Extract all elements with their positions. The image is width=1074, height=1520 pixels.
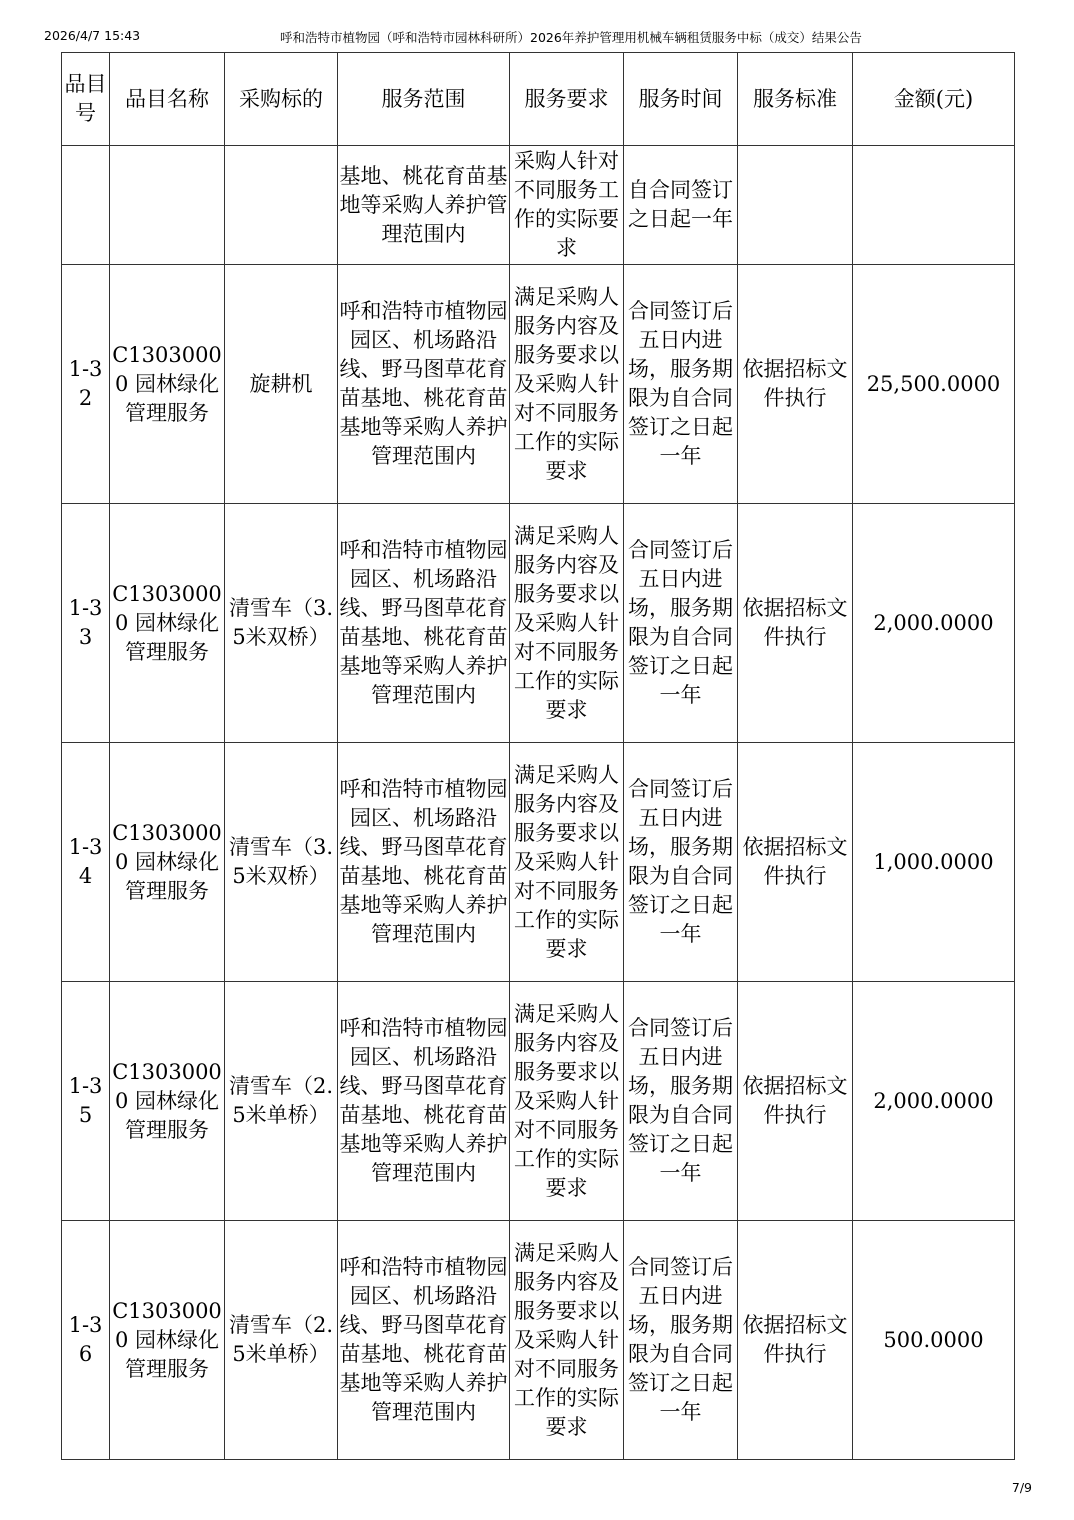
- cell-item-no: 1-34: [62, 743, 110, 982]
- header-requirement: 服务要求: [510, 53, 624, 146]
- cell-target: 清雪车（2.5米单桥）: [225, 982, 338, 1221]
- header-item-no: 品目号: [62, 53, 110, 146]
- cell-requirement: 采购人针对不同服务工作的实际要求: [510, 146, 624, 265]
- cell-amount: 2,000.0000: [853, 982, 1015, 1221]
- cell-empty: [110, 146, 225, 265]
- cell-standard: 依据招标文件执行: [738, 504, 853, 743]
- cell-time: 合同签订后五日内进场，服务期限为自合同签订之日起一年: [624, 743, 738, 982]
- cell-standard: 依据招标文件执行: [738, 1221, 853, 1460]
- print-datetime: 2026/4/7 15:43: [44, 28, 141, 43]
- cell-target: 清雪车（2.5米单桥）: [225, 1221, 338, 1460]
- results-table: [61, 52, 1015, 1460]
- cell-item-name: C13030000 园林绿化管理服务: [110, 743, 225, 982]
- cell-requirement: 满足采购人服务内容及服务要求以及采购人针对不同服务工作的实际要求: [510, 504, 624, 743]
- cell-time: 合同签订后五日内进场，服务期限为自合同签订之日起一年: [624, 982, 738, 1221]
- cell-requirement: 满足采购人服务内容及服务要求以及采购人针对不同服务工作的实际要求: [510, 743, 624, 982]
- cell-empty: [853, 146, 1015, 265]
- cell-target: 清雪车（3.5米双桥）: [225, 743, 338, 982]
- cell-standard: 依据招标文件执行: [738, 982, 853, 1221]
- cell-requirement: 满足采购人服务内容及服务要求以及采购人针对不同服务工作的实际要求: [510, 1221, 624, 1460]
- cell-time: 合同签订后五日内进场，服务期限为自合同签订之日起一年: [624, 265, 738, 504]
- cell-item-no: 1-33: [62, 504, 110, 743]
- cell-target: 清雪车（3.5米双桥）: [225, 504, 338, 743]
- announcement-title: 呼和浩特市植物园（呼和浩特市园林科研所）2026年养护管理用机械车辆租赁服务中标（成交）结果公告: [280, 30, 862, 45]
- cell-scope: 呼和浩特市植物园园区、机场路沿线、野马图草花育苗基地、桃花育苗基地等采购人养护管理范围内: [338, 982, 510, 1221]
- table-row: [62, 1221, 1015, 1460]
- cell-item-name: C13030000 园林绿化管理服务: [110, 982, 225, 1221]
- cell-standard: 依据招标文件执行: [738, 265, 853, 504]
- header-time: 服务时间: [624, 53, 738, 146]
- cell-amount: 25,500.0000: [853, 265, 1015, 504]
- cell-standard: 依据招标文件执行: [738, 743, 853, 982]
- cell-amount: 1,000.0000: [853, 743, 1015, 982]
- cell-item-no: 1-36: [62, 1221, 110, 1460]
- cell-empty: [738, 146, 853, 265]
- cell-amount: 500.0000: [853, 1221, 1015, 1460]
- cell-scope: 呼和浩特市植物园园区、机场路沿线、野马图草花育苗基地、桃花育苗基地等采购人养护管理范围内: [338, 265, 510, 504]
- table-header-row: [62, 53, 1015, 146]
- cell-empty: [225, 146, 338, 265]
- header-scope: 服务范围: [338, 53, 510, 146]
- cell-item-name: C13030000 园林绿化管理服务: [110, 1221, 225, 1460]
- cell-scope: 呼和浩特市植物园园区、机场路沿线、野马图草花育苗基地、桃花育苗基地等采购人养护管理范围内: [338, 1221, 510, 1460]
- table-row: [62, 504, 1015, 743]
- cell-item-no: 1-35: [62, 982, 110, 1221]
- header-amount: 金额(元): [853, 53, 1015, 146]
- cell-time: 合同签订后五日内进场，服务期限为自合同签订之日起一年: [624, 1221, 738, 1460]
- cell-requirement: 满足采购人服务内容及服务要求以及采购人针对不同服务工作的实际要求: [510, 982, 624, 1221]
- header-target: 采购标的: [225, 53, 338, 146]
- table-row-continued: [62, 146, 1015, 265]
- header-item-name: 品目名称: [110, 53, 225, 146]
- header-standard: 服务标准: [738, 53, 853, 146]
- cell-requirement: 满足采购人服务内容及服务要求以及采购人针对不同服务工作的实际要求: [510, 265, 624, 504]
- table-row: [62, 743, 1015, 982]
- cell-target: 旋耕机: [225, 265, 338, 504]
- cell-scope: 基地、桃花育苗基地等采购人养护管理范围内: [338, 146, 510, 265]
- cell-amount: 2,000.0000: [853, 504, 1015, 743]
- cell-time: 合同签订后五日内进场，服务期限为自合同签订之日起一年: [624, 504, 738, 743]
- page-number: 7/9: [1011, 1480, 1032, 1495]
- cell-item-no: 1-32: [62, 265, 110, 504]
- table-row: [62, 265, 1015, 504]
- cell-item-name: C13030000 园林绿化管理服务: [110, 265, 225, 504]
- cell-empty: [62, 146, 110, 265]
- cell-scope: 呼和浩特市植物园园区、机场路沿线、野马图草花育苗基地、桃花育苗基地等采购人养护管理范围内: [338, 743, 510, 982]
- table-row: [62, 982, 1015, 1221]
- cell-item-name: C13030000 园林绿化管理服务: [110, 504, 225, 743]
- cell-scope: 呼和浩特市植物园园区、机场路沿线、野马图草花育苗基地、桃花育苗基地等采购人养护管理范围内: [338, 504, 510, 743]
- cell-time: 自合同签订之日起一年: [624, 146, 738, 265]
